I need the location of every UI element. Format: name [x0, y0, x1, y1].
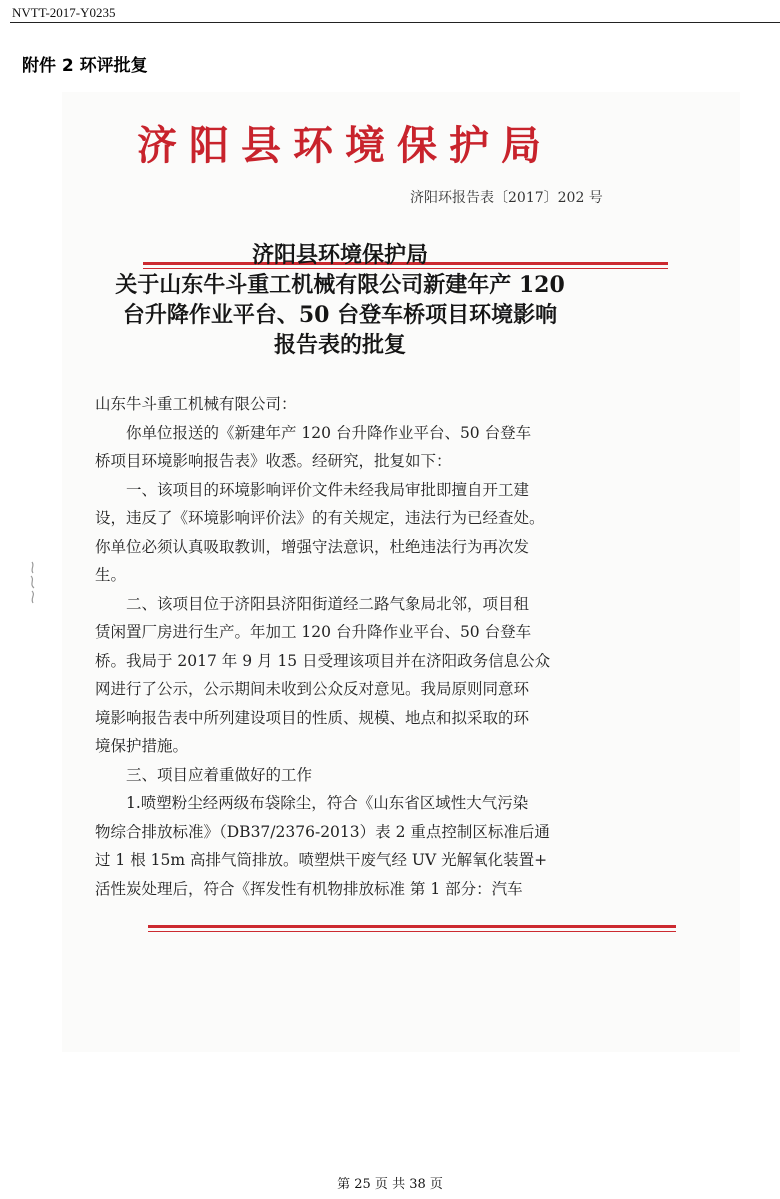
letter-title	[80, 240, 600, 360]
body-line: 活性炭处理后，符合《挥发性有机物排放标准 第 1 部分：汽车	[95, 879, 523, 898]
body-line: 网进行了公示，公示期间未收到公众反对意见。我局原则同意环	[95, 680, 530, 698]
body-line: 过 1 根 15m 高排气筒排放。喷塑烘干废气经 UV 光解氧化装置+	[95, 851, 548, 869]
body-line: 境影响报告表中所列建设项目的性质、规模、地点和拟采取的环	[95, 708, 530, 727]
body-line: 山东牛斗重工机械有限公司：	[95, 395, 297, 413]
body-line: 你单位报送的《新建年产 120 台升降作业平台、50 台登车	[126, 423, 532, 442]
body-line: 二、该项目位于济阳县济阳街道经二路气象局北邻，项目租	[126, 594, 530, 613]
letter-body	[95, 390, 615, 903]
body-line: 一、该项目的环境影响评价文件未经我局审批即擅自开工建	[126, 480, 530, 499]
body-line: 设，违反了《环境影响评价法》的有关规定，违法行为已经查处。	[95, 509, 545, 527]
letter-title-line: 报告表的批复	[273, 332, 406, 358]
body-line: 赁闲置厂房进行生产。年加工 120 台升降作业平台、50 台登车	[95, 623, 532, 641]
body-line: 你单位必须认真吸取教训，增强守法意识，杜绝违法行为再次发	[95, 537, 530, 556]
body-line: 三、项目应着重做好的工作	[126, 765, 313, 784]
body-line: 桥项目环境影响报告表》收悉。经研究，批复如下：	[95, 452, 452, 470]
margin-ink-marks	[26, 560, 40, 610]
body-line: 1.喷塑粉尘经两级布袋除尘，符合《山东省区域性大气污染	[126, 794, 529, 812]
page-header	[10, 6, 780, 23]
body-line: 境保护措施。	[95, 737, 189, 755]
bottom-rule	[148, 925, 676, 928]
letter-title-line: 关于山东牛斗重工机械有限公司新建年产 120	[115, 272, 565, 298]
body-line: 桥。我局于 2017 年 9 月 15 日受理该项目并在济阳政务信息公众	[95, 651, 551, 670]
body-line: 物综合排放标准》（DB37/2376-2013）表 2 重点控制区标准后通	[95, 822, 550, 841]
letter-title-line: 济阳县环境保护局	[251, 242, 428, 268]
attachment-title: 附件 2 环评批复	[22, 56, 148, 76]
document-code: NVTT-2017-Y0235	[12, 5, 116, 20]
document-number: 济阳环报告表〔2017〕202 号	[410, 190, 603, 206]
bottom-rule-thin	[148, 931, 676, 932]
body-line: 生。	[95, 566, 127, 584]
letter-title-line: 台升降作业平台、50 台登车桥项目环境影响	[122, 302, 558, 328]
page-footer: 第 25 页 共 38 页	[337, 1177, 443, 1192]
letterhead-bureau-name: 济阳县环境保护局	[137, 122, 553, 169]
